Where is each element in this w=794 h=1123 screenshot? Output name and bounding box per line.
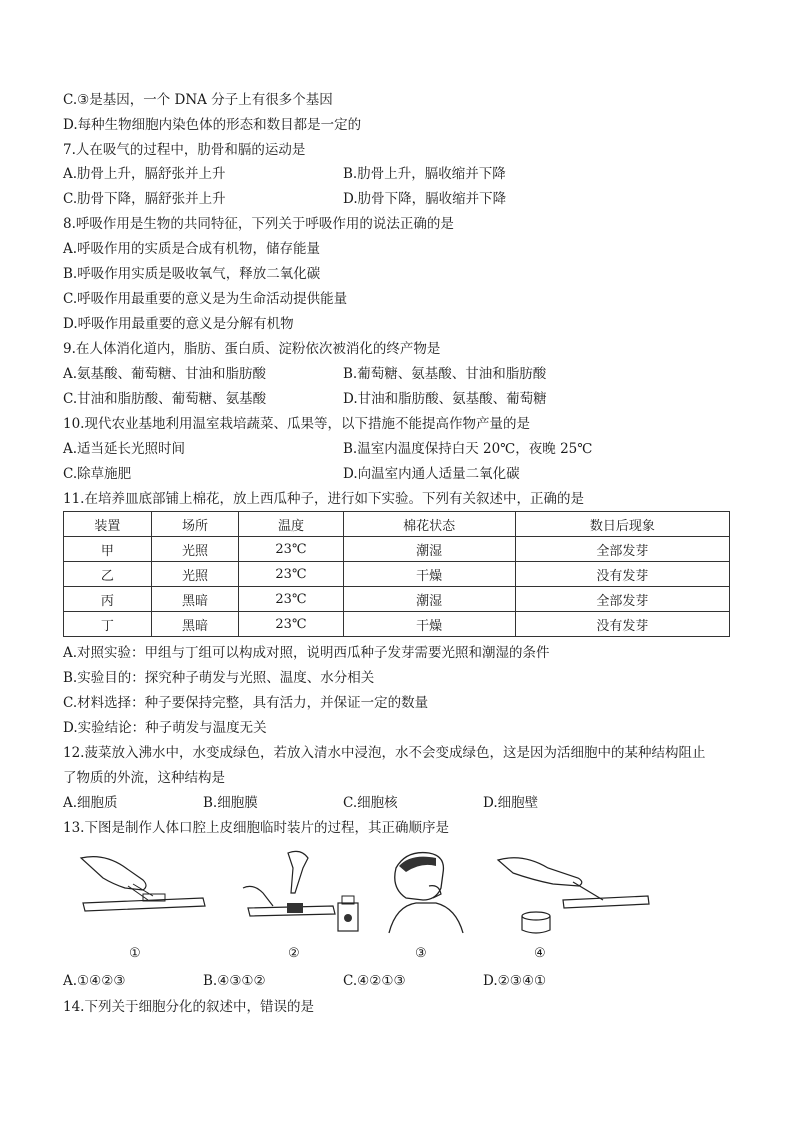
table-row xyxy=(64,537,730,562)
q9-option-d: D.甘油和脂肪酸、氨基酸、葡萄糖 xyxy=(343,391,547,407)
q8-option-a: A.呼吸作用的实质是合成有机物，储存能量 xyxy=(63,241,321,257)
table-cell: 干燥 xyxy=(343,562,515,587)
q8-option-d: D.呼吸作用最重要的意义是分解有机物 xyxy=(63,316,294,332)
experiment-table xyxy=(63,511,730,637)
table-cell: 黑暗 xyxy=(151,612,239,637)
q9-option-a: A.氨基酸、葡萄糖、甘油和脂肪酸 xyxy=(63,366,267,382)
q11-stem: 11.在培养皿底部铺上棉花，放上西瓜种子，进行如下实验。下列有关叙述中，正确的是 xyxy=(63,491,584,507)
q8-option-c: C.呼吸作用最重要的意义是为生命活动提供能量 xyxy=(63,291,348,307)
q12-option-b: B.细胞膜 xyxy=(203,795,258,811)
slide-wiping-illustration xyxy=(73,848,213,918)
table-cell: 光照 xyxy=(151,537,239,562)
table-row xyxy=(64,612,730,637)
q10-stem: 10.现代农业基地利用温室栽培蔬菜、瓜果等，以下措施不能提高作物产量的是 xyxy=(63,416,530,432)
table-cell: 潮湿 xyxy=(343,537,515,562)
table-cell: 潮湿 xyxy=(343,587,515,612)
q7-option-c: C.肋骨下降，膈舒张并上升 xyxy=(63,191,226,207)
q13-option-c: C.④②①③ xyxy=(343,973,406,989)
table-cell: 乙 xyxy=(64,562,152,587)
q12-option-a: A.细胞质 xyxy=(63,795,118,811)
table-cell: 甲 xyxy=(64,537,152,562)
q12-option-d: D.细胞壁 xyxy=(483,795,539,811)
q13-option-b: B.④③①② xyxy=(203,973,266,989)
q7-option-d: D.肋骨下降，膈收缩并下降 xyxy=(343,191,507,207)
table-cell: 23℃ xyxy=(239,612,343,637)
q11-option-c: C.材料选择：种子要保持完整，具有活力，并保证一定的数量 xyxy=(63,695,429,711)
q6-option-d: D.每种生物细胞内染色体的形态和数目都是一定的 xyxy=(63,117,362,133)
q11-option-b: B.实验目的：探究种子萌发与光照、温度、水分相关 xyxy=(63,670,375,686)
table-header-cell: 装置 xyxy=(64,512,152,537)
table-header-cell: 温度 xyxy=(239,512,343,537)
q10-option-a: A.适当延长光照时间 xyxy=(63,441,186,457)
q14-stem: 14.下列关于细胞分化的叙述中，错误的是 xyxy=(63,999,314,1015)
q11-option-a: A.对照实验：甲组与丁组可以构成对照，说明西瓜种子发芽需要光照和潮湿的条件 xyxy=(63,645,550,661)
q10-option-c: C.除草施肥 xyxy=(63,466,132,482)
table-cell: 全部发芽 xyxy=(515,537,729,562)
table-cell: 没有发芽 xyxy=(515,562,729,587)
q7-option-b: B.肋骨上升，膈收缩并下降 xyxy=(343,166,506,182)
q13-stem: 13.下图是制作人体口腔上皮细胞临时装片的过程，其正确顺序是 xyxy=(63,820,449,836)
q10-option-d: D.向温室内通人适量二氧化碳 xyxy=(343,466,520,482)
table-cell: 23℃ xyxy=(239,587,343,612)
table-header-cell: 数日后现象 xyxy=(515,512,729,537)
mouth-rinsing-illustration xyxy=(381,848,471,938)
q9-option-b: B.葡萄糖、氨基酸、甘油和脂肪酸 xyxy=(343,366,547,382)
q7-stem: 7.人在吸气的过程中，肋骨和膈的运动是 xyxy=(63,142,306,158)
figure-label-4: ④ xyxy=(534,946,546,961)
q13-option-a: A.①④②③ xyxy=(63,973,126,989)
table-cell: 光照 xyxy=(151,562,239,587)
table-cell: 没有发芽 xyxy=(515,612,729,637)
q8-stem: 8.呼吸作用是生物的共同特征，下列关于呼吸作用的说法正确的是 xyxy=(63,216,454,232)
table-row xyxy=(64,587,730,612)
table-cell: 干燥 xyxy=(343,612,515,637)
table-row xyxy=(64,562,730,587)
q10-option-b: B.温室内温度保持白天 20℃，夜晚 25℃ xyxy=(343,441,593,457)
figure-label-2: ② xyxy=(288,946,300,961)
figure-label-3: ③ xyxy=(415,946,427,961)
table-cell: 黑暗 xyxy=(151,587,239,612)
q13-option-d: D.②③④① xyxy=(483,973,547,989)
table-header-cell: 棉花状态 xyxy=(343,512,515,537)
table-cell: 23℃ xyxy=(239,537,343,562)
procedure-figures xyxy=(63,848,663,968)
q12-stem-line2: 了物质的外流，这种结构是 xyxy=(63,770,225,786)
q9-option-c: C.甘油和脂肪酸、葡萄糖、氨基酸 xyxy=(63,391,267,407)
swab-smearing-illustration xyxy=(493,848,653,938)
table-cell: 丙 xyxy=(64,587,152,612)
figure-label-1: ① xyxy=(129,946,141,961)
q6-option-c: C.③是基因，一个 DNA 分子上有很多个基因 xyxy=(63,92,333,108)
q8-option-b: B.呼吸作用实质是吸收氧气，释放二氧化碳 xyxy=(63,266,321,282)
q11-option-d: D.实验结论：种子萌发与温度无关 xyxy=(63,720,267,736)
q12-option-c: C.细胞核 xyxy=(343,795,398,811)
table-cell: 23℃ xyxy=(239,562,343,587)
table-header-row xyxy=(64,512,730,537)
table-cell: 丁 xyxy=(64,612,152,637)
table-cell: 全部发芽 xyxy=(515,587,729,612)
table-header-cell: 场所 xyxy=(151,512,239,537)
dropper-staining-illustration xyxy=(233,848,363,938)
q9-stem: 9.在人体消化道内，脂肪、蛋白质、淀粉依次被消化的终产物是 xyxy=(63,341,441,357)
q12-stem-line1: 12.菠菜放入沸水中，水变成绿色，若放入清水中浸泡，水不会变成绿色，这是因为活细胞中的某种结构阻止 xyxy=(63,745,706,761)
q7-option-a: A.肋骨上升，膈舒张并上升 xyxy=(63,166,226,182)
